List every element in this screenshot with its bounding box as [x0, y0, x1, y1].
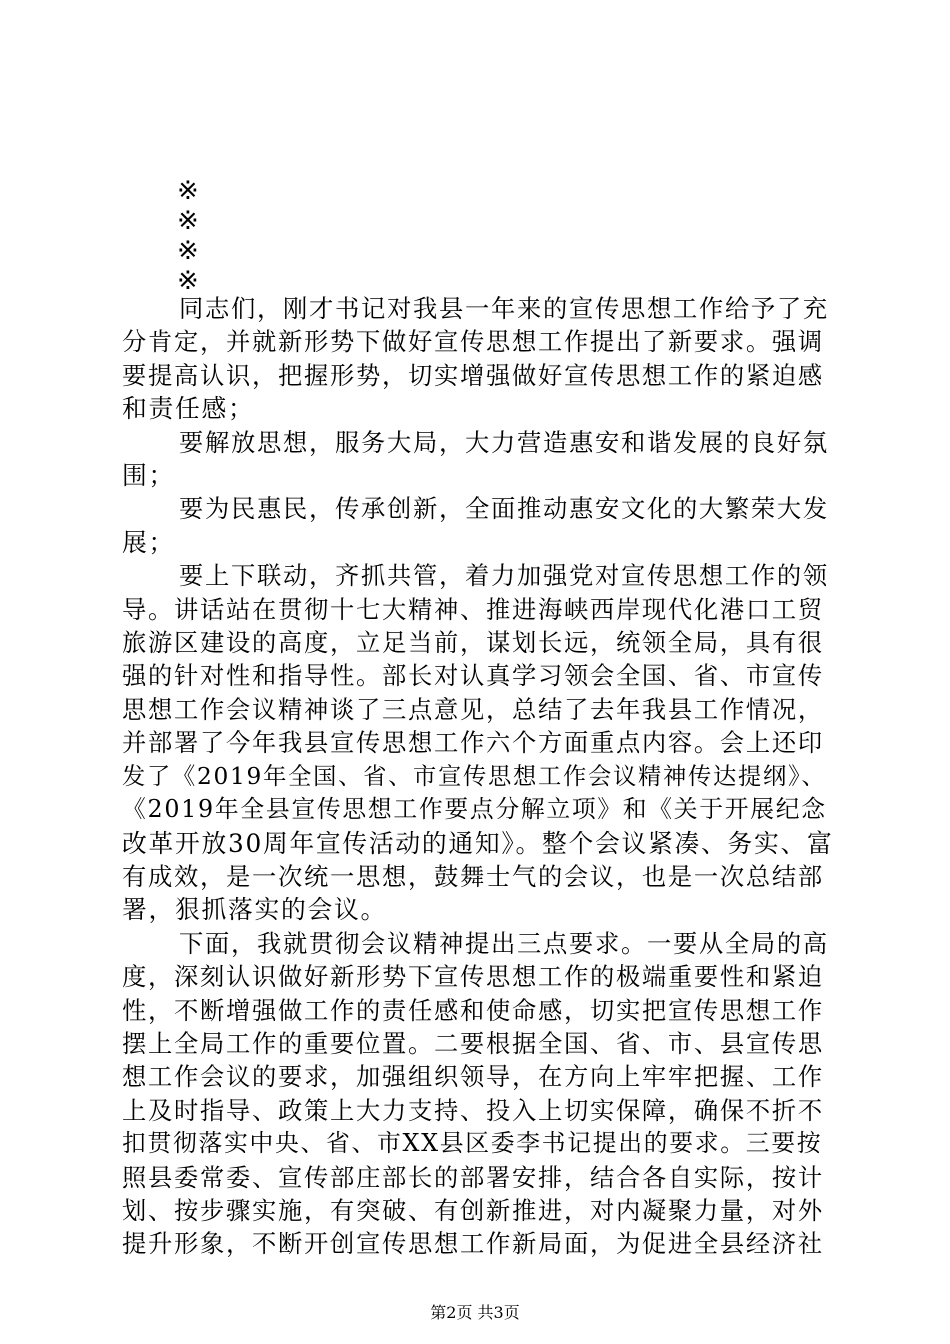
text-line: 度，深刻认识做好新形势下宣传思想工作的极端重要性和紧迫 [122, 962, 824, 992]
page-footer: 第2页 共3页 [430, 1303, 520, 1322]
text-line: 上及时指导、政策上大力支持、投入上切实保障，确保不折不 [122, 1095, 824, 1125]
text-line: 要为民惠民，传承创新，全面推动惠安文化的大繁荣大发 [179, 494, 829, 524]
text-line: 强的针对性和指导性。部长对认真学习领会全国、省、市宣传 [122, 661, 824, 691]
text-line: 并部署了今年我县宣传思想工作六个方面重点内容。会上还印 [122, 728, 824, 758]
text-line: 性，不断增强做工作的责任感和使命感，切实把宣传思想工作 [122, 995, 824, 1025]
text-line: 下面，我就贯彻会议精神提出三点要求。一要从全局的高 [179, 928, 829, 958]
text-line: 旅游区建设的高度，立足当前，谋划长远，统领全局，具有很 [122, 628, 824, 658]
text-line: 摆上全局工作的重要位置。二要根据全国、省、市、县宣传思 [122, 1028, 824, 1058]
reference-mark: ※ [177, 236, 199, 266]
text-line: 要上下联动，齐抓共管，着力加强党对宣传思想工作的领 [179, 561, 829, 591]
text-line: 思想工作会议精神谈了三点意见，总结了去年我县工作情况， [122, 694, 824, 724]
text-line: 和责任感； [122, 394, 255, 424]
text-line: 导。讲话站在贯彻十七大精神、推进海峡西岸现代化港口工贸 [122, 594, 824, 624]
text-line: 扣贯彻落实中央、省、市XX县区委李书记提出的要求。三要按 [122, 1129, 823, 1158]
text-line: 照县委常委、宣传部庄部长的部署安排，结合各自实际，按计 [122, 1162, 824, 1192]
text-line: 分肯定，并就新形势下做好宣传思想工作提出了新要求。强调 [122, 327, 824, 357]
text-line: 同志们，刚才书记对我县一年来的宣传思想工作给予了充 [179, 294, 829, 323]
text-line: 展； [122, 527, 175, 557]
reference-mark: ※ [177, 266, 199, 296]
reference-mark: ※ [177, 176, 199, 206]
text-line: 发了《2019年全国、省、市宣传思想工作会议精神传达提纲》、 [122, 762, 827, 790]
text-line: 署，狠抓落实的会议。 [122, 895, 387, 925]
text-line: 划、按步骤实施，有突破、有创新推进，对内凝聚力量，对外 [122, 1195, 824, 1225]
text-line: 提升形象，不断开创宣传思想工作新局面，为促进全县经济社 [122, 1229, 824, 1259]
reference-marks [177, 176, 199, 296]
text-line: 《2019年全县宣传思想工作要点分解立项》和《关于开展纪念 [122, 795, 827, 824]
text-line: 改革开放30周年宣传活动的通知》。整个会议紧凑、务实、富 [122, 828, 834, 858]
text-line: 围； [122, 461, 175, 491]
text-line: 想工作会议的要求，加强组织领导，在方向上牢牢把握、工作 [122, 1062, 824, 1092]
text-line: 要解放思想，服务大局，大力营造惠安和谐发展的良好氛 [179, 427, 829, 457]
text-line: 要提高认识，把握形势，切实增强做好宣传思想工作的紧迫感 [122, 360, 824, 390]
body-text [122, 292, 834, 1261]
text-line: 有成效，是一次统一思想，鼓舞士气的会议，也是一次总结部 [122, 861, 824, 891]
reference-mark: ※ [177, 206, 199, 236]
